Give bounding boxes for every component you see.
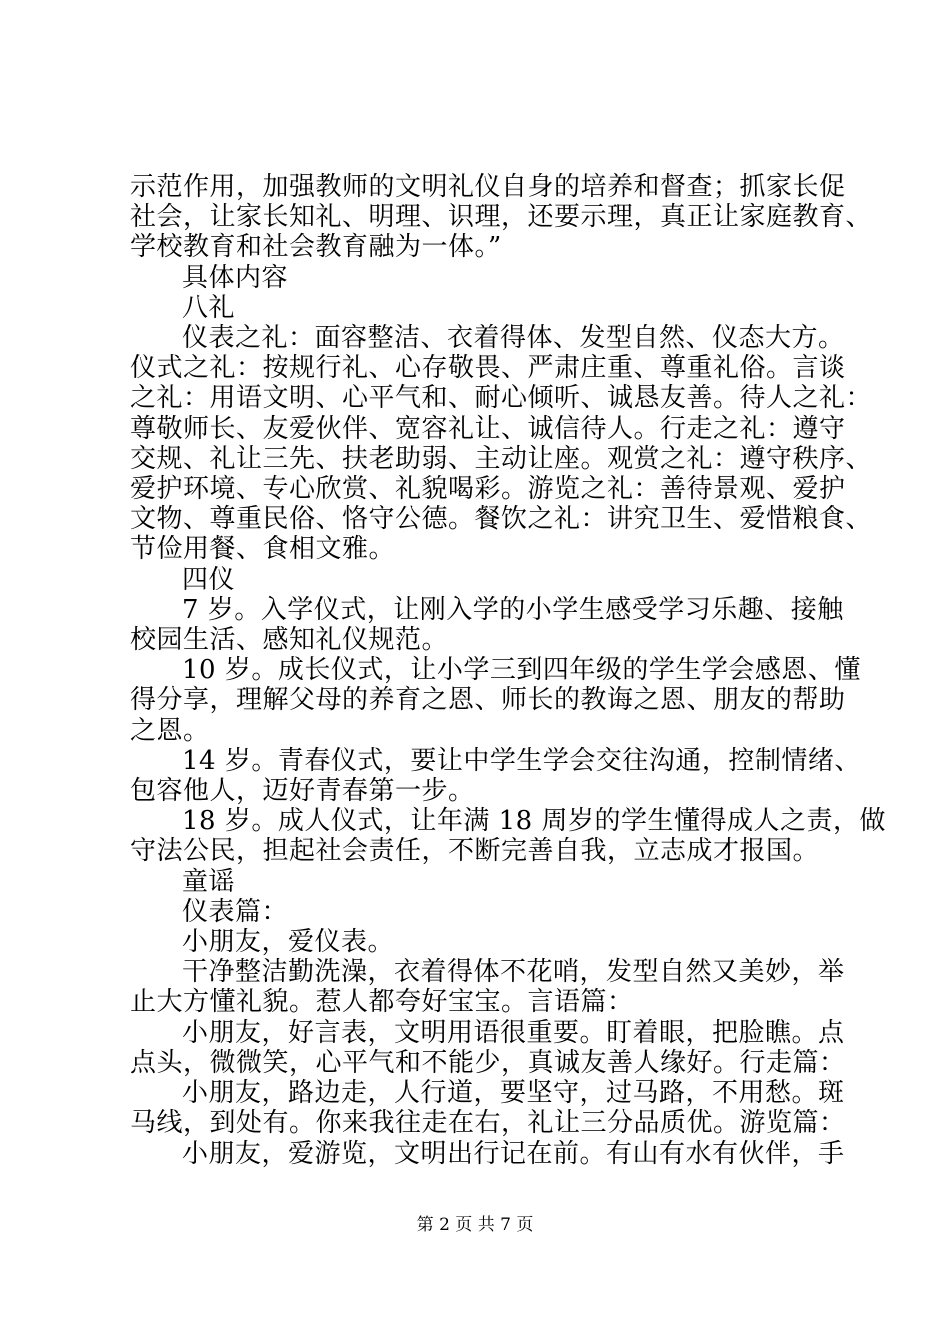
text-line: 马线，到处有。你来我往走在右，礼让三分品质优。游览篇：	[130, 1108, 846, 1139]
text-line: 节俭用餐、食相文雅。	[130, 534, 396, 565]
text-line: 示范作用，加强教师的文明礼仪自身的培养和督查；抓家长促	[130, 172, 846, 202]
text-line: 包容他人，迈好青春第一步。	[130, 776, 475, 807]
text-line: 得分享，理解父母的养育之恩、师长的教诲之恩、朋友的帮助	[130, 685, 846, 716]
page-footer: 第 2 页 共 7 页	[416, 1215, 534, 1235]
text-line: 八礼	[182, 292, 236, 323]
text-line: 小朋友，爱游览，文明出行记在前。有山有水有伙伴，手	[182, 1138, 845, 1169]
text-line: 点头，微微笑，心平气和不能少，真诚友善人缘好。行走篇：	[130, 1047, 846, 1078]
text-line: 止大方懂礼貌。惹人都夸好宝宝。言语篇：	[130, 987, 634, 1018]
text-line: 小朋友，爱仪表。	[182, 927, 395, 958]
text-line: 爱护环境、专心欣赏、礼貌喝彩。游览之礼：善待景观、爱护	[130, 474, 846, 505]
text-line: 文物、尊重民俗、恪守公德。餐饮之礼：讲究卫生、爱惜粮食、	[130, 504, 873, 535]
text-line: 18 岁。成人仪式，让年满 18 周岁的学生懂得成人之责，做	[182, 806, 886, 837]
text-line: 童谣	[182, 866, 236, 897]
text-line: 仪式之礼：按规行礼、心存敬畏、严肃庄重、尊重礼俗。言谈	[130, 353, 846, 384]
text-line: 仪表篇：	[182, 896, 289, 927]
text-line: 交规、礼让三先、扶老助弱、主动让座。观赏之礼：遵守秩序、	[130, 443, 873, 474]
text-line: 7 岁。入学仪式，让刚入学的小学生感受学习乐趣、接触	[182, 594, 844, 625]
text-line: 之礼：用语文明、心平气和、耐心倾听、诚恳友善。待人之礼：	[130, 383, 873, 414]
text-line: 四仪	[182, 564, 236, 595]
text-line: 仪表之礼：面容整洁、衣着得体、发型自然、仪态大方。	[182, 323, 845, 354]
text-line: 10 岁。成长仪式，让小学三到四年级的学生学会感恩、懂	[182, 655, 861, 686]
text-line: 尊敬师长、友爱伙伴、宽容礼让、诚信待人。行走之礼：遵守	[130, 413, 846, 444]
text-line: 社会，让家长知礼、明理、识理，还要示理，真正让家庭教育、	[130, 202, 873, 233]
text-line: 守法公民，担起社会责任，不断完善自我，立志成才报国。	[130, 836, 820, 867]
text-line: 小朋友，好言表，文明用语很重要。盯着眼，把脸瞧。点	[182, 1017, 845, 1048]
text-line: 校园生活、感知礼仪规范。	[130, 625, 449, 656]
document-body	[130, 172, 886, 1169]
text-line: 14 岁。青春仪式，要让中学生学会交往沟通，控制情绪、	[182, 745, 861, 776]
text-line: 小朋友，路边走，人行道，要坚守，过马路，不用愁。斑	[182, 1078, 845, 1109]
text-line: 具体内容	[182, 262, 289, 293]
text-line: 干净整洁勤洗澡，衣着得体不花哨，发型自然又美妙，举	[182, 957, 845, 988]
text-line: 学校教育和社会教育融为一体。”	[130, 232, 502, 263]
text-line: 之恩。	[130, 715, 210, 746]
